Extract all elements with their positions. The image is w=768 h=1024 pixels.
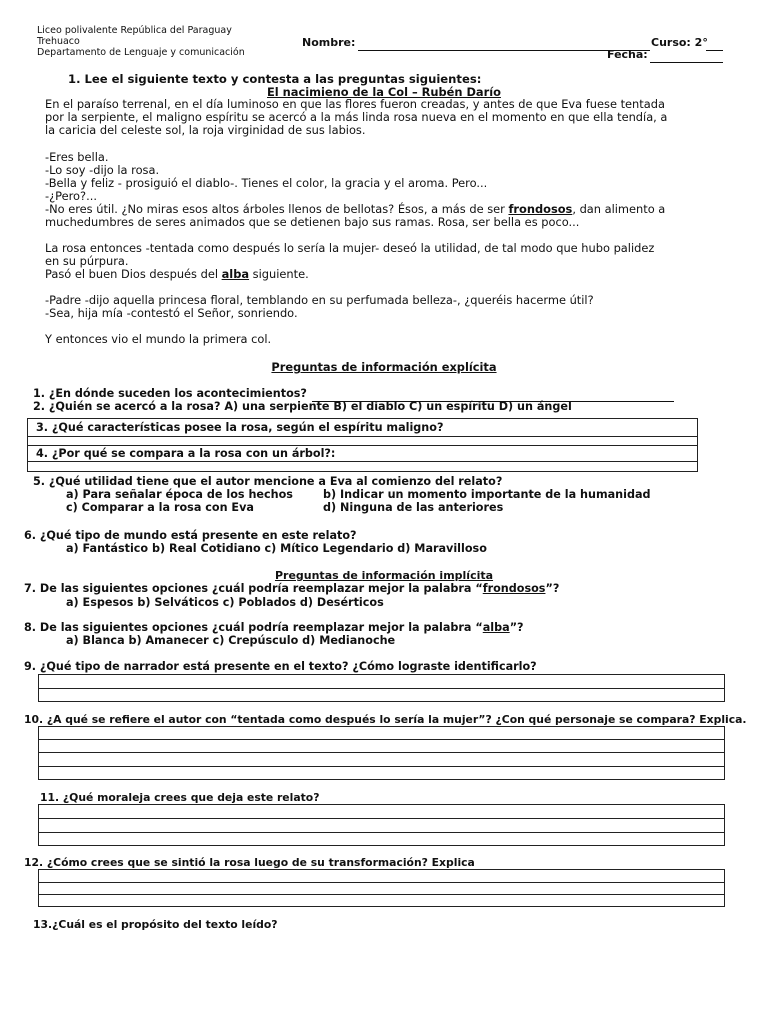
school-town: Trehuaco	[37, 36, 80, 47]
story-line: -Sea, hija mía -contestó el Señor, sonriendo.	[45, 306, 298, 320]
answer-box-12[interactable]	[38, 869, 725, 907]
question-4: 4. ¿Por qué se compara a la rosa con un árbol?:	[36, 447, 336, 460]
dialogue-line: -Lo soy -dijo la rosa.	[45, 163, 160, 177]
question-12: 12. ¿Cómo crees que se sintió la rosa luego de su transformación? Explica	[24, 856, 475, 869]
answer-line	[27, 445, 698, 446]
dialogue-line: -Bella y feliz - prosiguió el diablo-. Tienes el color, la gracia y el aroma. Pero...	[45, 176, 488, 190]
q5-option-b[interactable]: b) Indicar un momento importante de la humanidad	[323, 488, 651, 501]
q6-options[interactable]: a) Fantástico b) Real Cotidiano c) Mítico Legendario d) Maravilloso	[66, 542, 487, 555]
keyword-alba: alba	[221, 267, 250, 281]
course-label: Curso: 2°	[651, 36, 708, 49]
story-line: -Padre -dijo aquella princesa floral, temblando en su perfumada belleza-, ¿queréis hacerme útil?	[45, 293, 594, 307]
story-line: Pasó el buen Dios después del alba siguiente.	[45, 267, 309, 281]
story-title: El nacimieno de la Col – Rubén Darío	[267, 85, 501, 99]
question-7: 7. De las siguientes opciones ¿cuál podría reemplazar mejor la palabra “frondosos”?	[24, 582, 560, 595]
dialogue-line: muchedumbres de seres animados que se detienen bajo sus ramas. Rosa, ser bella es poco...	[45, 215, 580, 229]
story-line: Y entonces vio el mundo la primera col.	[45, 332, 272, 346]
question-11: 11. ¿Qué moraleja crees que deja este relato?	[40, 791, 320, 804]
answer-line	[27, 436, 698, 437]
story-line: por la serpiente, el maligno espíritu se acercó a la más linda rosa nueva en el momento en que ella tendía, a	[45, 110, 668, 124]
section-implicit-title: Preguntas de información implícita	[274, 569, 494, 582]
dialogue-line: -No eres útil. ¿No miras esos altos árboles llenos de bellotas? Ésos, a más de ser frondosos, dan alimento a	[45, 202, 666, 216]
answer-line	[38, 766, 725, 767]
section-explicit-title: Preguntas de información explícita	[271, 360, 497, 374]
date-field[interactable]	[650, 48, 723, 67]
q8-options[interactable]: a) Blanca b) Amanecer c) Crepúsculo d) Medianoche	[66, 634, 396, 647]
q5-option-d[interactable]: d) Ninguna de las anteriores	[323, 501, 504, 514]
keyword-frondosos: frondosos	[508, 202, 573, 216]
story-line: En el paraíso terrenal, en el día luminoso en que las flores fueron creadas, y antes de que Eva fuese tentada	[45, 97, 665, 111]
name-label: Nombre:	[302, 36, 356, 49]
question-5: 5. ¿Qué utilidad tiene que el autor mencione a Eva al comienzo del relato?	[33, 475, 503, 488]
question-3: 3. ¿Qué características posee la rosa, según el espíritu maligno?	[36, 421, 444, 434]
answer-line	[38, 882, 725, 883]
keyword-alba: alba	[482, 621, 510, 634]
answer-line	[38, 739, 725, 740]
q5-option-a[interactable]: a) Para señalar época de los hechos	[66, 488, 293, 501]
date-label: Fecha:	[607, 48, 648, 61]
dialogue-line: -Eres bella.	[45, 150, 109, 164]
story-line: la caricia del celeste sol, la roja virginidad de sus labios.	[45, 123, 366, 137]
answer-box-10[interactable]	[38, 726, 725, 780]
school-name: Liceo polivalente República del Paraguay	[37, 25, 232, 36]
answer-line	[38, 752, 725, 753]
question-9: 9. ¿Qué tipo de narrador está presente en el texto? ¿Cómo lograste identificarlo?	[24, 660, 537, 673]
question-2: 2. ¿Quién se acercó a la rosa? A) una serpiente B) el diablo C) un espíritu D) un ángel	[33, 400, 572, 413]
question-13: 13.¿Cuál es el propósito del texto leído?	[33, 918, 278, 931]
dialogue-line: -¿Pero?...	[45, 189, 97, 203]
question-8: 8. De las siguientes opciones ¿cuál podría reemplazar mejor la palabra “alba”?	[24, 621, 524, 634]
school-department: Departamento de Lenguaje y comunicación	[37, 47, 245, 58]
answer-line	[38, 832, 725, 833]
keyword-frondosos: frondosos	[482, 582, 546, 595]
answer-box-11[interactable]	[38, 804, 725, 846]
question-1: 1. ¿En dónde suceden los acontecimientos?	[33, 387, 307, 400]
q7-options[interactable]: a) Espesos b) Selváticos c) Poblados d) Desérticos	[66, 596, 384, 609]
question-10: 10. ¿A qué se refiere el autor con “tentada como después lo sería la mujer”? ¿Con qué personaje se compara? Explica.	[24, 713, 747, 726]
answer-line	[38, 688, 725, 689]
answer-line	[38, 818, 725, 819]
question-6: 6. ¿Qué tipo de mundo está presente en este relato?	[24, 529, 357, 542]
instruction: 1. Lee el siguiente texto y contesta a las preguntas siguientes:	[68, 72, 482, 86]
answer-line	[38, 894, 725, 895]
story-line: en su púrpura.	[45, 254, 129, 268]
story-line: La rosa entonces -tentada como después lo sería la mujer- deseó la utilidad, de tal modo que hubo palidez	[45, 241, 655, 255]
q5-option-c[interactable]: c) Comparar a la rosa con Eva	[66, 501, 254, 514]
answer-line	[27, 461, 698, 462]
